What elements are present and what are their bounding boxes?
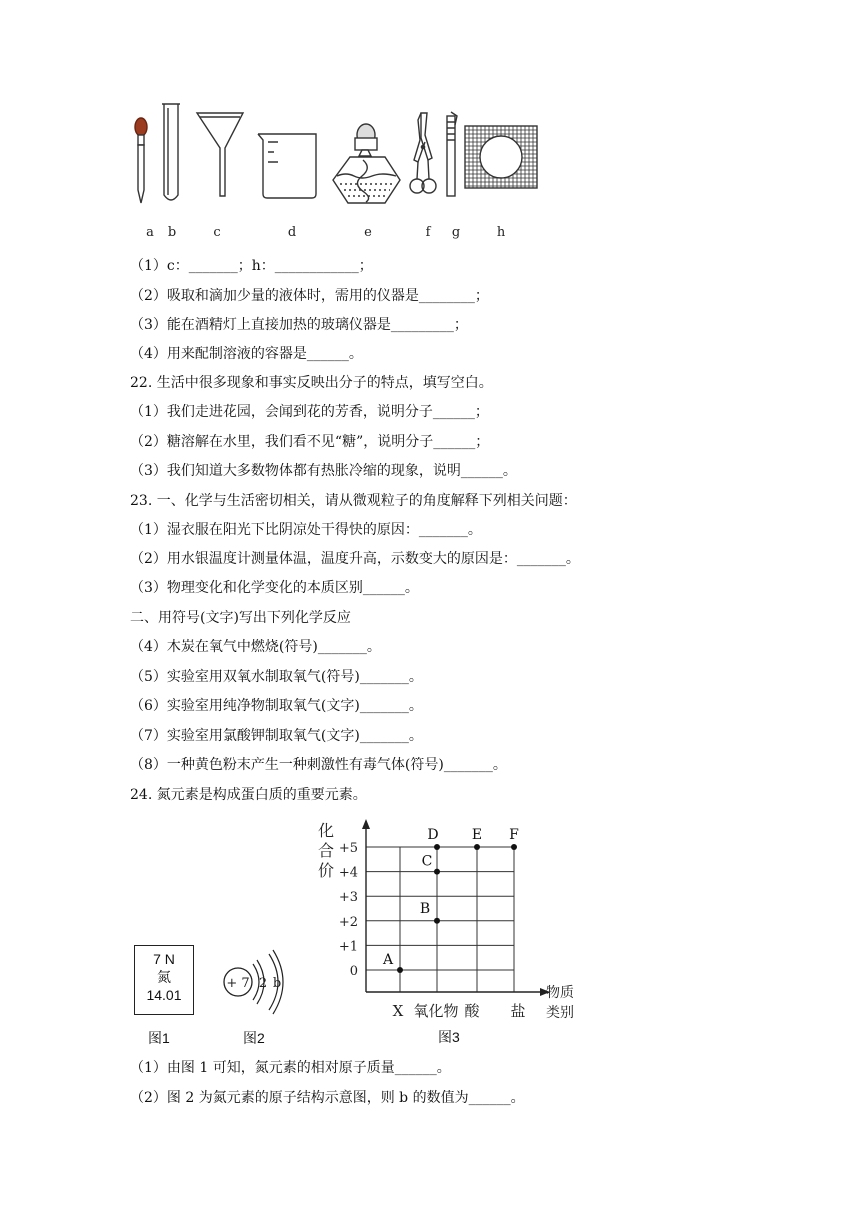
q21-sub3: （3）能在酒精灯上直接加热的玻璃仪器是_________；: [130, 317, 468, 333]
wire-gauze-icon: [465, 126, 537, 188]
y-axis-label: 合: [317, 841, 335, 860]
data-point-A: [397, 967, 403, 973]
chart-grid: [366, 847, 514, 992]
q23-stem: 23. 一、化学与生活密切相关，请从微观粒子的角度解释下列相关问题：: [130, 493, 577, 509]
x-axis-label: 类别: [546, 1005, 574, 1021]
q21-sub4: （4）用来配制溶液的容器是______。: [130, 346, 363, 362]
fig1-caption: 图1: [148, 1030, 170, 1046]
apparatus-figure: [0, 0, 860, 245]
fig1-element-card: [134, 945, 194, 1015]
point-label-F: F: [509, 827, 519, 843]
y-tick-label: 0: [349, 964, 358, 979]
point-label-D: D: [427, 827, 439, 843]
y-tick-label: +2: [338, 914, 358, 930]
point-label-E: E: [471, 827, 483, 843]
q22-sub3: （3）我们知道大多数物体都有热胀冷缩的现象，说明______。: [130, 463, 517, 479]
apparatus-label-a: a: [146, 225, 154, 240]
q23-sub3: （3）物理变化和化学变化的本质区别______。: [130, 580, 419, 596]
q24-sub1: （1）由图 1 可知，氮元素的相对原子质量______。: [130, 1060, 451, 1076]
q24-stem: 24. 氮元素是构成蛋白质的重要元素。: [130, 787, 367, 803]
shell1-electrons: 2: [258, 976, 268, 991]
y-axis-label: 化: [317, 821, 335, 840]
funnel-icon: [197, 113, 243, 196]
y-tick-label: +5: [338, 841, 358, 856]
q22-sub1: （1）我们走进花园，会闻到花的芳香，说明分子______；: [130, 404, 489, 420]
point-label-B: B: [419, 900, 431, 917]
apparatus-label-d: d: [287, 225, 297, 240]
y-tick-label: +1: [338, 939, 358, 955]
q21-sub1: （1）c：_______；h：____________；: [130, 258, 373, 274]
q23-sub2: （2）用水银温度计测量体温，温度升高，示数变大的原因是：_______。: [130, 551, 580, 567]
element-number-symbol: 7 N: [153, 951, 175, 967]
y-axis-arrow: [362, 819, 370, 829]
q21-sub2: （2）吸取和滴加少量的液体时，需用的仪器是________；: [130, 288, 489, 304]
q23-part2: 二、用符号(文字)写出下列化学反应: [130, 610, 351, 626]
data-point-D: [434, 844, 440, 850]
q23-sub4: （4）木炭在氧气中燃烧(符号)_______。: [130, 639, 381, 655]
point-label-A: A: [382, 952, 394, 968]
q22-sub2: （2）糖溶解在水里，我们看不见“糖”，说明分子______；: [130, 434, 490, 450]
apparatus-label-g: g: [451, 225, 461, 240]
fig3-caption: 图3: [438, 1029, 460, 1045]
x-tick-label: 酸: [464, 1002, 480, 1020]
q22-stem: 22. 生活中很多现象和事实反映出分子的特点，填写空白。: [130, 375, 493, 391]
apparatus-label-h: h: [496, 225, 506, 240]
data-point-E: [474, 844, 480, 850]
apparatus-label-b: b: [167, 225, 177, 240]
x-tick-label: 盐: [510, 1002, 526, 1020]
data-point-B: [434, 918, 440, 924]
x-tick-label: X: [392, 1002, 404, 1020]
shell2-electrons: b: [272, 976, 282, 991]
test-tube-icon: [162, 104, 180, 200]
alcohol-lamp-icon: [333, 124, 400, 203]
x-tick-label: 氧化物: [413, 1002, 459, 1020]
point-label-C: C: [421, 853, 433, 870]
q23-sub5: （5）实验室用双氧水制取氧气(符号)_______。: [130, 669, 423, 685]
q23-sub8: （8）一种黄色粉末产生一种刺激性有毒气体(符号)_______。: [130, 757, 507, 773]
fig2-atom-structure: [215, 942, 295, 1022]
q23-sub7: （7）实验室用氯酸钾制取氧气(文字)_______。: [130, 728, 423, 744]
y-tick-label: +3: [338, 890, 358, 906]
y-axis-label: 价: [317, 861, 335, 880]
beaker-icon: [258, 134, 316, 198]
element-mass: 14.01: [146, 987, 182, 1003]
apparatus-label-e: e: [364, 225, 372, 240]
x-axis-label: 物质: [546, 985, 574, 1001]
q23-sub6: （6）实验室用纯净物制取氧气(文字)_______。: [130, 698, 423, 714]
test-tube-clamp-icon: [447, 112, 457, 196]
apparatus-label-f: f: [425, 225, 431, 240]
fig3-valence-chart: [300, 815, 600, 1030]
q23-sub1: （1）湿衣服在阳光下比阴凉处干得快的原因：_______。: [130, 522, 482, 538]
data-point-C: [434, 869, 440, 875]
element-name: 氮: [157, 969, 171, 985]
apparatus-label-c: c: [213, 225, 221, 240]
dropper-icon: [135, 118, 147, 203]
q24-sub2: （2）图 2 为氮元素的原子结构示意图，则 b 的数值为______。: [130, 1090, 525, 1106]
nucleus-charge: + 7: [226, 976, 250, 991]
fig2-caption: 图2: [243, 1030, 265, 1046]
y-tick-label: +4: [338, 865, 358, 881]
crucible-tongs-icon: [410, 113, 436, 193]
data-point-F: [511, 844, 517, 850]
